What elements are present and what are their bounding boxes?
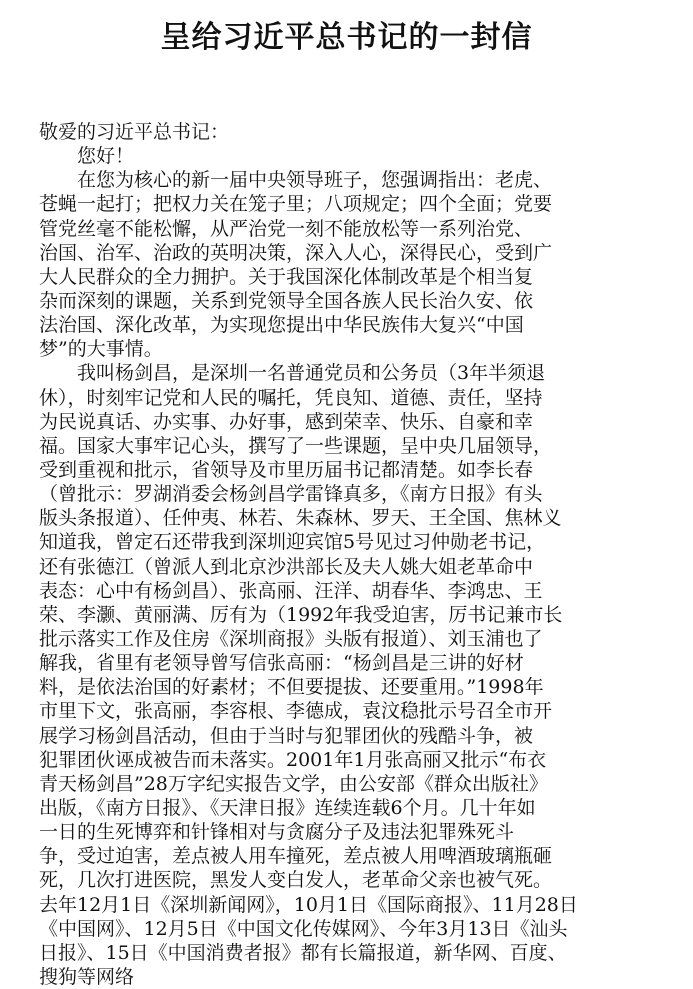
letter-line: 还有张德江（曾派人到北京沙洪部长及夫人姚大姐老革命中 bbox=[39, 555, 534, 578]
letter-line: 治国、治军、治政的英明决策，深入人心，深得民心，受到广 bbox=[39, 241, 553, 264]
letter-line: 敬爱的习近平总书记： bbox=[39, 121, 230, 143]
letter-line: 《中国网》、12月5日《中国文化传媒网》、今年3月13日《汕头 bbox=[39, 917, 568, 940]
letter-line: 料，是依法治国的好素材；不但要提拔、还要重用。”1998年 bbox=[39, 676, 544, 699]
letter-line: 一日的生死博弈和针锋相对与贪腐分子及违法犯罪殊死斗 bbox=[39, 821, 515, 844]
letter-body bbox=[39, 120, 679, 989]
letter-line: 解我，省里有老领导曾写信张高丽：“杨剑昌是三讲的好材 bbox=[39, 652, 524, 675]
letter-line: 为民说真话、办实事、办好事，感到荣幸、快乐、自豪和幸 bbox=[39, 410, 534, 433]
letter-line: 福。国家大事牢记心头，撰写了一些课题，呈中央几届领导， bbox=[39, 434, 553, 457]
letter-line: 梦”的大事情。 bbox=[39, 338, 163, 361]
letter-line: 青天杨剑昌”28万字纪实报告文学，由公安部《群众出版社》 bbox=[39, 772, 548, 795]
letter-line: 搜狗等网络 bbox=[39, 965, 135, 988]
letter-line: 批示落实工作及住房《深圳商报》头版有报道）、刘玉浦也了 bbox=[39, 627, 543, 650]
letter-line: 犯罪团伙诬成被告而未落实。2001年1月张高丽又批示“布衣 bbox=[39, 748, 547, 771]
letter-line: 管党丝毫不能松懈，从严治党一刻不能放松等一系列治党、 bbox=[39, 217, 534, 240]
letter-line: 荣、李灏、黄丽满、厉有为（1992年我受迫害，厉书记兼市长 bbox=[39, 603, 563, 626]
letter-line: 日报》、15日《中国消费者报》都有长篇报道，新华网、百度、 bbox=[39, 941, 567, 964]
letter-line: （曾批示：罗湖消委会杨剑昌学雷锋真多，《南方日报》有头 bbox=[39, 483, 543, 506]
letter-line: 争，受过迫害，差点被人用车撞死，差点被人用啤酒玻璃瓶砸 bbox=[39, 845, 553, 868]
letter-line: 大人民群众的全力拥护。关于我国深化体制改革是个相当复 bbox=[39, 265, 534, 288]
letter-line: 版头条报道）、任仲夷、林若、朱森林、罗天、王全国、焦林义 bbox=[39, 507, 562, 530]
letter-line: 我叫杨剑昌，是深圳一名普通党员和公务员（3年半须退 bbox=[39, 362, 546, 385]
letter-line: 在您为核心的新一届中央领导班子，您强调指出：老虎、 bbox=[39, 169, 553, 192]
letter-line: 法治国、深化改革，为实现您提出中华民族伟大复兴“中国 bbox=[39, 314, 524, 337]
letter-line: 受到重视和批示，省领导及市里历届书记都清楚。如李长春 bbox=[39, 458, 534, 481]
letter-line: 去年12月1日《深圳新闻网》，10月1日《国际商报》、11月28日 bbox=[39, 893, 578, 916]
letter-line: 杂而深刻的课题，关系到党领导全国各族人民长治久安、依 bbox=[39, 289, 534, 312]
letter-line: 出版，《南方日报》、《天津日报》连续连载6个月。几十年如 bbox=[39, 796, 536, 819]
letter-line: 市里下文，张高丽，李容根、李德成，袁汶稳批示号召全市开 bbox=[39, 700, 553, 723]
letter-line: 休），时刻牢记党和人民的嘱托，凭良知、道德、责任，坚持 bbox=[39, 386, 543, 409]
letter-line: 死，几次打进医院，黑发人变白发人，老革命父亲也被气死。 bbox=[39, 869, 553, 892]
letter-line: 知道我，曾定石还带我到深圳迎宾馆5号见过习仲勋老书记， bbox=[39, 531, 546, 554]
letter-line: 苍蝇一起打；把权力关在笼子里；八项规定；四个全面；党要 bbox=[39, 193, 553, 216]
letter-line: 展学习杨剑昌活动，但由于当时与犯罪团伙的残酷斗争，被 bbox=[39, 724, 534, 747]
letter-line: 表态：心中有杨剑昌）、张高丽、汪洋、胡春华、李鸿忠、王 bbox=[39, 579, 543, 602]
letter-line: 您好！ bbox=[39, 145, 135, 168]
letter-title: 呈给习近平总书记的一封信 bbox=[160, 20, 533, 55]
